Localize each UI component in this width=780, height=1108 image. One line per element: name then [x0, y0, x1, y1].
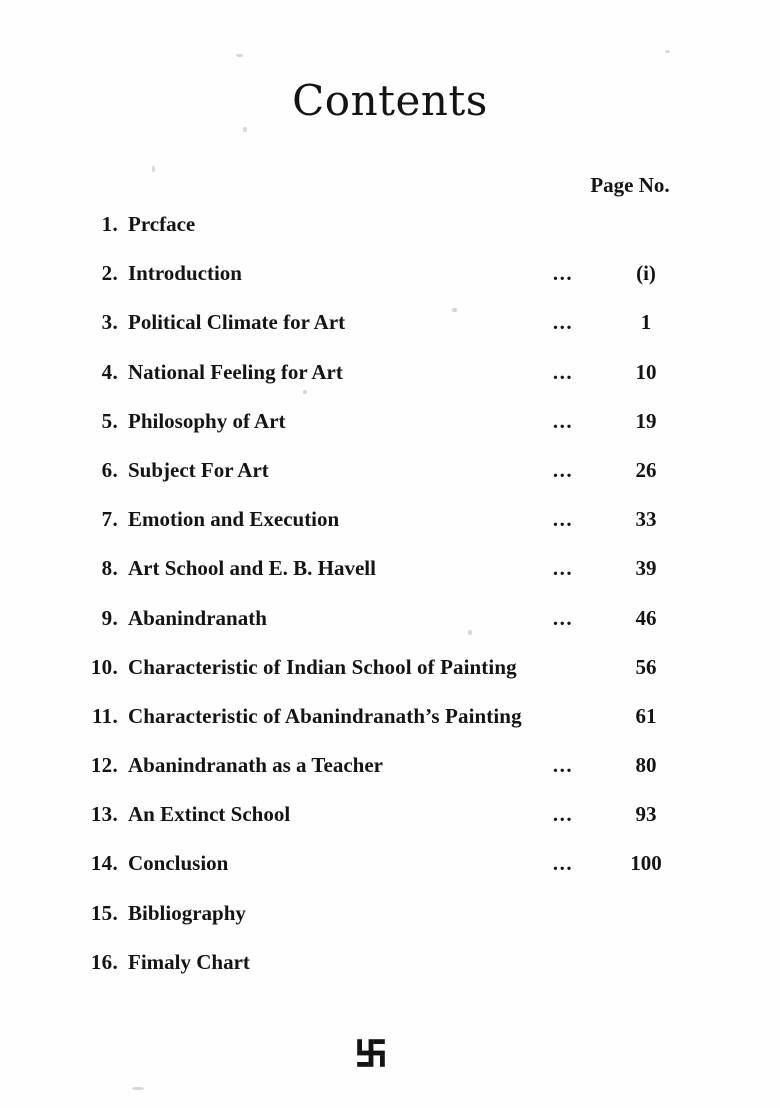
scan-speck [132, 1087, 144, 1090]
toc-entry-title[interactable]: Abanindranath as a Teacher [128, 753, 383, 778]
toc-row[interactable] [0, 704, 780, 753]
toc-row[interactable] [0, 950, 780, 999]
toc-entry-number: 14. [90, 851, 118, 876]
toc-entry-title[interactable]: Bibliography [128, 900, 246, 925]
toc-entry-number: 15. [90, 900, 118, 925]
toc-row[interactable] [0, 655, 780, 704]
toc-entry-number: 2. [101, 261, 118, 286]
toc-entry-number: 7. [101, 507, 118, 532]
toc-leader-dots: ... [552, 556, 574, 581]
toc-row[interactable] [0, 606, 780, 655]
toc-entry-title[interactable]: Characteristic of Indian School of Painting [128, 654, 517, 679]
toc-leader-dots: ... [552, 802, 574, 827]
toc-entry-title[interactable]: Prcface [128, 212, 196, 236]
toc-entry-number: 4. [101, 359, 118, 384]
toc-entry-number: 3. [101, 310, 118, 335]
scan-speck [665, 50, 670, 53]
toc-entry-number: 13. [90, 802, 118, 827]
toc-entry-title[interactable]: Philosophy of Art [128, 408, 286, 433]
scan-speck [243, 127, 247, 132]
page-title: Contents [292, 76, 488, 126]
toc-entry-title[interactable]: National Feeling for Art [128, 359, 343, 384]
toc-row[interactable] [0, 556, 780, 605]
table-of-contents [0, 212, 780, 999]
toc-entry-title[interactable]: Characteristic of Abanindranath’s Painting [128, 703, 522, 728]
toc-leader-dots: ... [552, 408, 574, 433]
toc-row[interactable] [0, 212, 780, 261]
toc-leader-dots: ... [552, 605, 574, 630]
toc-row[interactable] [0, 261, 780, 310]
toc-entry-number: 8. [101, 556, 118, 581]
toc-entry-page-number: 10 [635, 359, 657, 384]
toc-entry-number: 6. [101, 457, 118, 482]
toc-entry-page-number: 100 [630, 851, 662, 876]
toc-entry-page-number: 39 [635, 556, 657, 581]
toc-row[interactable] [0, 458, 780, 507]
toc-leader-dots: ... [552, 261, 574, 286]
toc-entry-page-number: 1 [640, 310, 652, 335]
toc-leader-dots: ... [552, 753, 574, 778]
toc-entry-title[interactable]: Emotion and Execution [128, 507, 340, 532]
toc-row[interactable] [0, 310, 780, 359]
toc-leader-dots: ... [552, 507, 574, 532]
toc-entry-number: 11. [92, 703, 118, 728]
toc-entry-title[interactable]: Subject For Art [128, 457, 269, 482]
toc-entry-number: 10. [90, 654, 118, 679]
toc-entry-number: 1. [101, 212, 118, 236]
toc-entry-number: 16. [90, 949, 118, 974]
toc-leader-dots: ... [552, 851, 574, 876]
toc-entry-page-number: 93 [635, 802, 657, 827]
toc-entry-page-number: 56 [635, 654, 657, 679]
toc-leader-dots: ... [552, 310, 574, 335]
toc-row[interactable] [0, 360, 780, 409]
toc-entry-title[interactable]: Fimaly Chart [128, 949, 250, 974]
toc-entry-page-number: (i) [636, 261, 656, 286]
toc-leader-dots: ... [552, 457, 574, 482]
toc-entry-page-number: 46 [635, 605, 657, 630]
toc-entry-number: 5. [101, 408, 118, 433]
toc-leader-dots: ... [552, 359, 574, 384]
scan-speck [152, 166, 155, 172]
page-number-column-header: Page No. [590, 173, 670, 197]
toc-entry-page-number: 33 [635, 507, 657, 532]
toc-entry-number: 9. [101, 605, 118, 630]
toc-row[interactable] [0, 851, 780, 900]
toc-entry-title[interactable]: Political Climate for Art [128, 310, 346, 335]
scan-speck [236, 54, 243, 57]
toc-row[interactable] [0, 753, 780, 802]
toc-row[interactable] [0, 507, 780, 556]
toc-entry-page-number: 80 [635, 753, 657, 778]
swastika-ornament [356, 1038, 386, 1068]
toc-row[interactable] [0, 409, 780, 458]
toc-entry-page-number: 61 [635, 703, 657, 728]
toc-entry-title[interactable]: Art School and E. B. Havell [128, 556, 376, 581]
toc-entry-title[interactable]: Introduction [128, 261, 242, 286]
toc-entry-page-number: 26 [635, 457, 657, 482]
toc-entry-number: 12. [90, 753, 118, 778]
toc-row[interactable] [0, 901, 780, 950]
toc-entry-title[interactable]: Conclusion [128, 851, 229, 876]
toc-entry-title[interactable]: An Extinct School [128, 802, 291, 827]
toc-row[interactable] [0, 802, 780, 851]
toc-entry-title[interactable]: Abanindranath [128, 605, 267, 630]
toc-entry-page-number: 19 [635, 408, 657, 433]
